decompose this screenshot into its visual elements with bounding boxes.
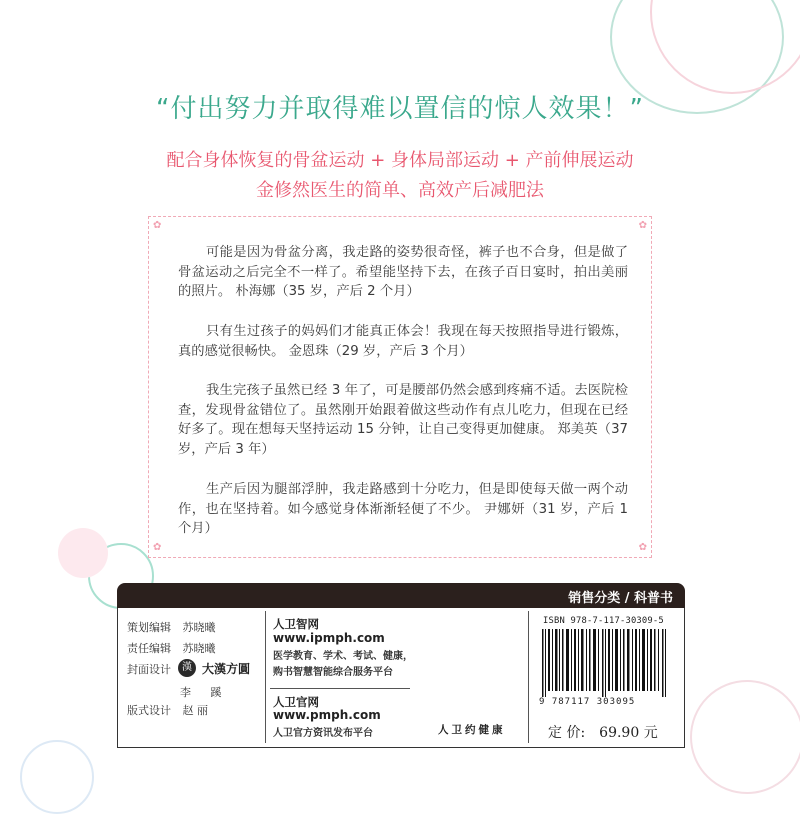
planning-editor-name: 苏晓曦 — [182, 621, 216, 634]
divider-horizontal — [270, 688, 410, 689]
corner-flower-icon: ✿ — [638, 542, 647, 553]
testimonial-1: 可能是因为骨盆分离，我走路的姿势很奇怪，裤子也不合身，但是做了骨盆运动之后完全不一样了。希望能坚持下去，在孩子百日宴时，拍出美丽的照片。 朴海娜（35 岁，产后 2 个月） — [178, 245, 628, 299]
isbn-text: ISBN 978-7-117-30309-5 — [543, 616, 664, 626]
decorative-circle-top-right-pink — [650, 0, 800, 94]
studio-seal-icon: 漢 — [178, 659, 196, 677]
subtitle-exercises: 配合身体恢复的骨盆运动 + 身体局部运动 + 产前伸展运动 — [166, 150, 634, 171]
site1-title: 人卫智网 — [273, 617, 319, 631]
site1-desc-line2: 购书智慧智能综合服务平台 — [273, 667, 393, 678]
category-label: 销售分类 / 科普书 — [568, 591, 673, 606]
corner-flower-icon: ✿ — [638, 220, 647, 231]
decorative-circle-bottom-left — [20, 740, 94, 814]
publisher-brand: 人卫约健康 — [438, 724, 506, 736]
category-bar — [117, 583, 685, 608]
corner-flower-icon: ✿ — [153, 220, 162, 231]
responsible-editor-label: 责任编辑 — [127, 642, 171, 655]
divider-vertical-1 — [265, 611, 266, 743]
planning-editor — [127, 619, 216, 635]
site2-title: 人卫官网 — [273, 695, 319, 709]
corner-flower-icon: ✿ — [153, 542, 162, 553]
responsible-editor — [127, 640, 216, 656]
price — [548, 722, 658, 742]
testimonial-2: 只有生过孩子的妈妈们才能真正体会！我现在每天按照指导进行锻炼，真的感觉很畅快。 金恩珠（29 岁，产后 3 个月） — [178, 324, 628, 359]
layout-design — [127, 702, 208, 718]
subtitle-method: 金修然医生的简单、高效产后减肥法 — [256, 180, 544, 201]
site2-url[interactable]: www.pmph.com — [273, 708, 381, 722]
layout-designer-name: 赵 丽 — [182, 704, 208, 717]
site2-desc: 人卫官方资讯发布平台 — [273, 728, 373, 739]
testimonial-3: 我生完孩子虽然已经 3 年了，可是腰部仍然会感到疼痛不适。去医院检查，发现骨盆错位了。虽然刚开始跟着做这些动作有点儿吃力，但现在已经好多了。现在想每天坚持运动 15 分钟，让自己变得更加健康。 郑美英（37 岁，产后 3 年） — [178, 383, 628, 457]
testimonial-4: 生产后因为腿部浮肿，我走路感到十分吃力，但是即使每天做一两个动作，也在坚持着。如今感觉身体渐渐轻便了不少。 尹娜妍（31 岁，产后 1 个月） — [178, 482, 628, 536]
cover-design-studio: 大漢方圓 — [202, 662, 251, 676]
divider-vertical-2 — [528, 611, 529, 743]
responsible-editor-name: 苏晓曦 — [182, 642, 216, 655]
headline-quote: “付出努力并取得难以置信的惊人效果！” — [156, 94, 644, 124]
cover-designer: 李 蹊 — [180, 686, 230, 699]
barcode-digits: 9 787117 303095 — [539, 697, 636, 707]
decorative-circle-left-pink — [58, 528, 108, 578]
price-value: 69.90 元 — [599, 725, 658, 741]
decorative-circle-bottom-right — [690, 680, 800, 794]
layout-design-label: 版式设计 — [127, 704, 171, 717]
site1-desc-line1: 医学教育、学术、考试、健康， — [273, 651, 413, 662]
cover-design — [127, 661, 179, 677]
planning-editor-label: 策划编辑 — [127, 621, 171, 634]
barcode-icon — [540, 629, 670, 697]
price-label: 定 价: — [548, 725, 586, 741]
site1-url[interactable]: www.ipmph.com — [273, 631, 385, 645]
cover-design-label: 封面设计 — [127, 663, 171, 676]
